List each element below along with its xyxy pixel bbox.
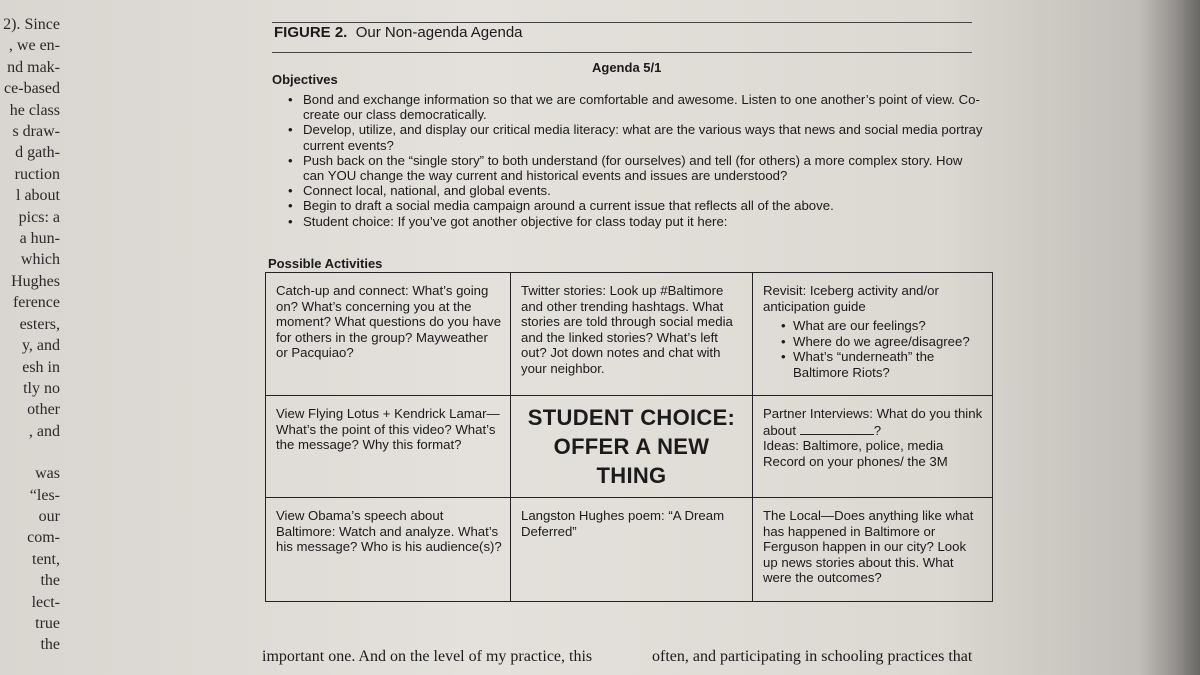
left-page-column [0, 14, 60, 656]
left-column-line: was [35, 465, 60, 483]
activity-partner-interviews [753, 396, 992, 498]
left-column-line: he class [9, 101, 60, 119]
left-column-line: Hughes [11, 272, 60, 290]
interview-ideas: Ideas: Baltimore, police, media [763, 438, 944, 454]
left-column-line: tent, [32, 550, 60, 568]
activity-twitter-stories: Twitter stories: Look up #Baltimore and other trending hashtags. What stories are told through social media and the linked stories? What’s left out? Jot down notes and chat with your neighbor. [511, 273, 753, 396]
left-column-line: , and [28, 422, 60, 440]
left-column-line: tly no [23, 379, 60, 397]
left-column-line: other [27, 401, 60, 419]
left-column-line: our [38, 507, 60, 525]
left-column-line: esh in [22, 358, 60, 376]
activity-revisit-intro: Revisit: Iceberg activity and/or anticipation guide [763, 283, 939, 314]
activity-student-choice: STUDENT CHOICE: OFFER A NEW THING [511, 396, 753, 498]
activity-the-local: The Local—Does anything like what has happened in Baltimore or Ferguson happen in our city? Look up news stories about this. What were the outcomes? [763, 508, 974, 586]
left-column-line: ce-based [4, 80, 60, 98]
left-column-line: s draw- [12, 123, 60, 141]
title-rule [272, 52, 972, 53]
figure-title-text: Our Non-agenda Agenda [355, 24, 523, 41]
left-column-line: nd mak- [7, 58, 60, 76]
top-rule [272, 22, 972, 23]
left-column-line: pics: a [18, 208, 60, 226]
figure-label: FIGURE 2. [274, 24, 348, 41]
left-column-line: com- [27, 529, 60, 547]
body-text-left: important one. And on the level of my practice, this [262, 648, 593, 665]
left-column-line: d gath- [15, 144, 60, 162]
activity-obama-speech: View Obama’s speech about Baltimore: Watch and analyze. What’s his message? Who is his audience(s)? [266, 498, 511, 601]
objective-item: • Develop, utilize, and display our critical media literacy: what are the various ways that news and social media portray current events? [286, 122, 986, 152]
objective-item: • Student choice: If you’ve got another objective for class today put it here: [286, 214, 986, 229]
figure-title [274, 24, 523, 41]
body-text-right: often, and participating in schooling practices that [652, 648, 973, 665]
activity-langston-hughes: Langston Hughes poem: “A Dream Deferred” [511, 498, 753, 601]
revisit-bullet: • What’s “underneath” the Baltimore Riots? [781, 349, 984, 380]
revisit-bullet: • Where do we agree/disagree? [781, 334, 984, 350]
left-column-line: esters, [19, 315, 60, 333]
page-edge-shadow [1140, 0, 1200, 675]
activities-heading: Possible Activities [268, 256, 383, 271]
left-column-line: the [40, 572, 60, 590]
left-column-line: “les- [29, 486, 60, 504]
revisit-bullet: • What are our feelings? [781, 318, 984, 334]
objective-item: • Begin to draft a social media campaign around a current issue that reflects all of the above. [286, 198, 986, 213]
objectives-heading: Objectives [272, 72, 338, 87]
left-column-line: 2). Since [3, 16, 60, 33]
left-column-line: the [40, 636, 60, 654]
left-column-line: which [20, 251, 60, 269]
interview-record: Record on your phones/ the 3M [763, 453, 948, 469]
objective-item: • Bond and exchange information so that we are comfortable and awesome. Listen to one another’s point of view. Co-create our class democratically. [286, 92, 986, 122]
activity-revisit-iceberg [753, 273, 992, 396]
left-column-line: ruction [14, 165, 60, 183]
left-column-line: lect- [31, 593, 60, 611]
left-column-line: true [35, 614, 60, 632]
agenda-heading: Agenda 5/1 [592, 60, 662, 75]
objective-item: • Push back on the “single story” to both understand (for ourselves) and tell (for others) a more complex story. How can YOU change the way current and historical events and issues are understood? [286, 153, 986, 183]
revisit-bullets [763, 318, 984, 380]
left-column-line: y, and [21, 337, 60, 355]
left-column-line: , we en- [8, 37, 60, 55]
left-column-line: ference [12, 294, 60, 312]
left-column-line [0, 442, 60, 463]
objectives-list [286, 92, 986, 229]
activities-grid [265, 272, 993, 602]
figure-page [262, 0, 1002, 675]
activity-catch-up: Catch-up and connect: What’s going on? What’s concerning you at the moment? What questions do you have for others in the group? Mayweather or Pacquiao? [266, 273, 511, 396]
interview-prompt: Partner Interviews: What do you think about [763, 406, 983, 438]
interview-qmark: ? [873, 422, 882, 438]
left-column-line: l about [16, 187, 60, 205]
activity-flying-lotus: View Flying Lotus + Kendrick Lamar—What’s the point of this video? What’s the message? Why this format? [266, 396, 511, 498]
objective-item: • Connect local, national, and global events. [286, 183, 986, 198]
left-column-line: a hun- [19, 230, 60, 248]
fill-in-blank [800, 422, 874, 435]
